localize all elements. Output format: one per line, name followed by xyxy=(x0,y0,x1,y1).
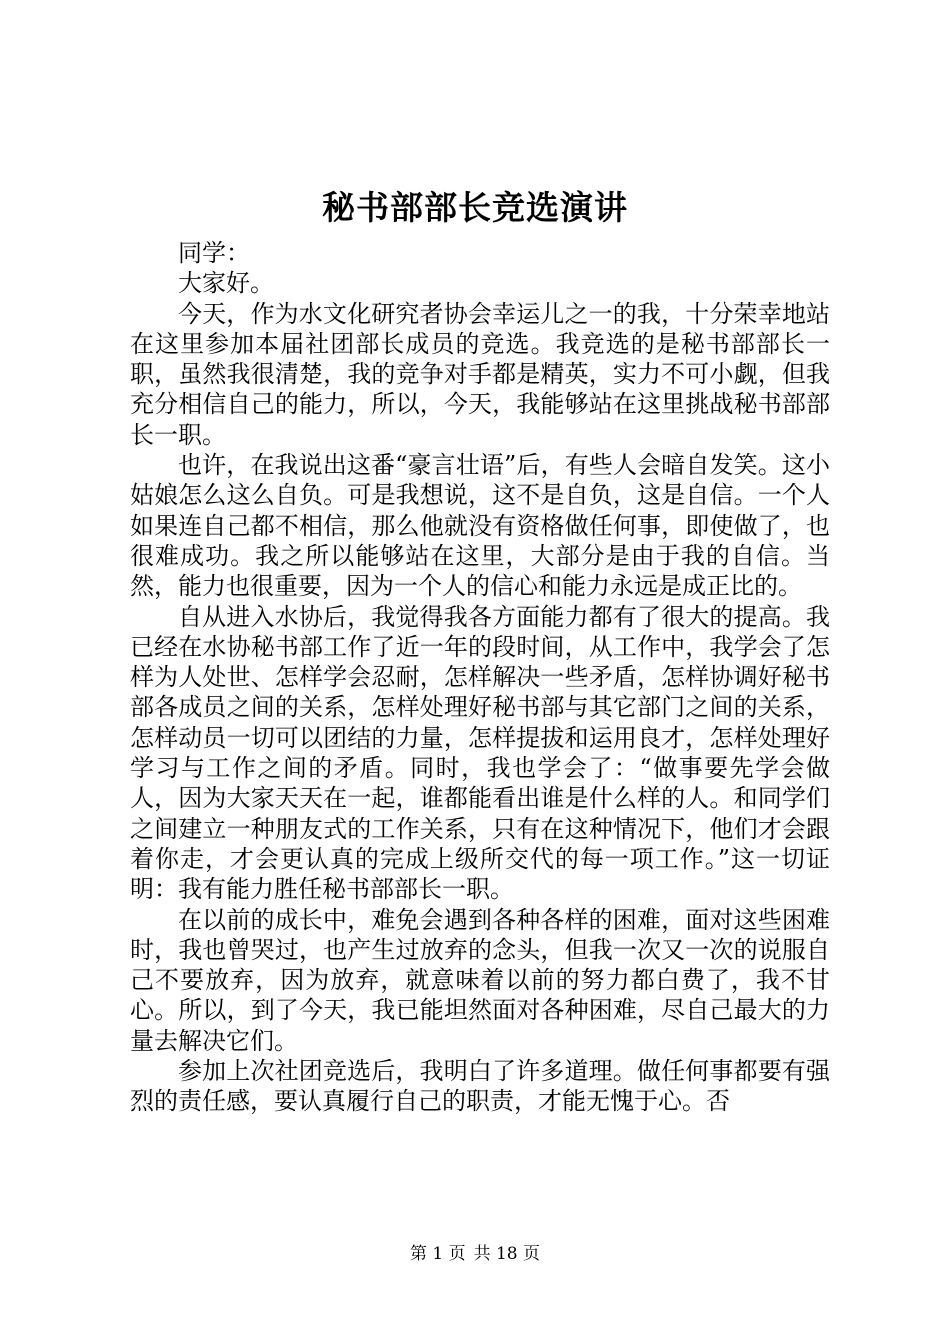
document-title: 秘书部部长竞选演讲 xyxy=(322,188,628,227)
total-pages: 共 18 页 xyxy=(473,1244,541,1264)
body-paragraph: 参加上次社团竞选后，我明白了许多道理。做任何事都要有强烈的责任感，要认真履行自己的职责，才能无愧于心。否 xyxy=(130,1057,830,1116)
body-paragraph: 也许，在我说出这番“豪言壮语”后，有些人会暗自发笑。这小姑娘怎么这么自负。可是我想说，这不是自负，这是自信。一个人如果连自己都不相信，那么他就没有资格做任何事，即使做了，也很难成功。我之所以能够站在这里，大部分是由于我的自信。当然，能力也很重要，因为一个人的信心和能力永远是成正比的。 xyxy=(130,451,830,601)
salutation: 同学： xyxy=(178,239,250,267)
page-footer xyxy=(0,1242,950,1266)
page-number: 第 1 页 xyxy=(409,1244,466,1264)
document-body xyxy=(130,238,830,1117)
body-paragraph: 在以前的成长中，难免会遇到各种各样的困难，面对这些困难时，我也曾哭过，也产生过放弃的念头，但我一次又一次的说服自己不要放弃，因为放弃，就意味着以前的努力都白费了，我不甘心。所以，到了今天，我已能坦然面对各种困难，尽自己最大的力量去解决它们。 xyxy=(130,905,830,1055)
body-paragraph: 今天，作为水文化研究者协会幸运儿之一的我，十分荣幸地站在这里参加本届社团部长成员的竞选。我竞选的是秘书部部长一职，虽然我很清楚，我的竞争对手都是精英，实力不可小觑，但我充分相信自己的能力，所以，今天，我能够站在这里挑战秘书部部长一职。 xyxy=(130,299,830,449)
greeting: 大家好。 xyxy=(178,269,274,298)
body-paragraph: 自从进入水协后，我觉得我各方面能力都有了很大的提高。我已经在水协秘书部工作了近一年的段时间，从工作中，我学会了怎样为人处世、怎样学会忍耐，怎样解决一些矛盾，怎样协调好秘书部各成员之间的关系，怎样处理好秘书部与其它部门之间的关系，怎样动员一切可以团结的力量，怎样提拔和运用良才，怎样处理好学习与工作之间的矛盾。同时，我也学会了：“做事要先学会做人，因为大家天天在一起，谁都能看出谁是什么样的人。和同学们之间建立一种朋友式的工作关系，只有在这种情况下，他们才会跟着你走，才会更认真的完成上级所交代的每一项工作。”这一切证明：我有能力胜任秘书部部长一职。 xyxy=(130,602,830,904)
